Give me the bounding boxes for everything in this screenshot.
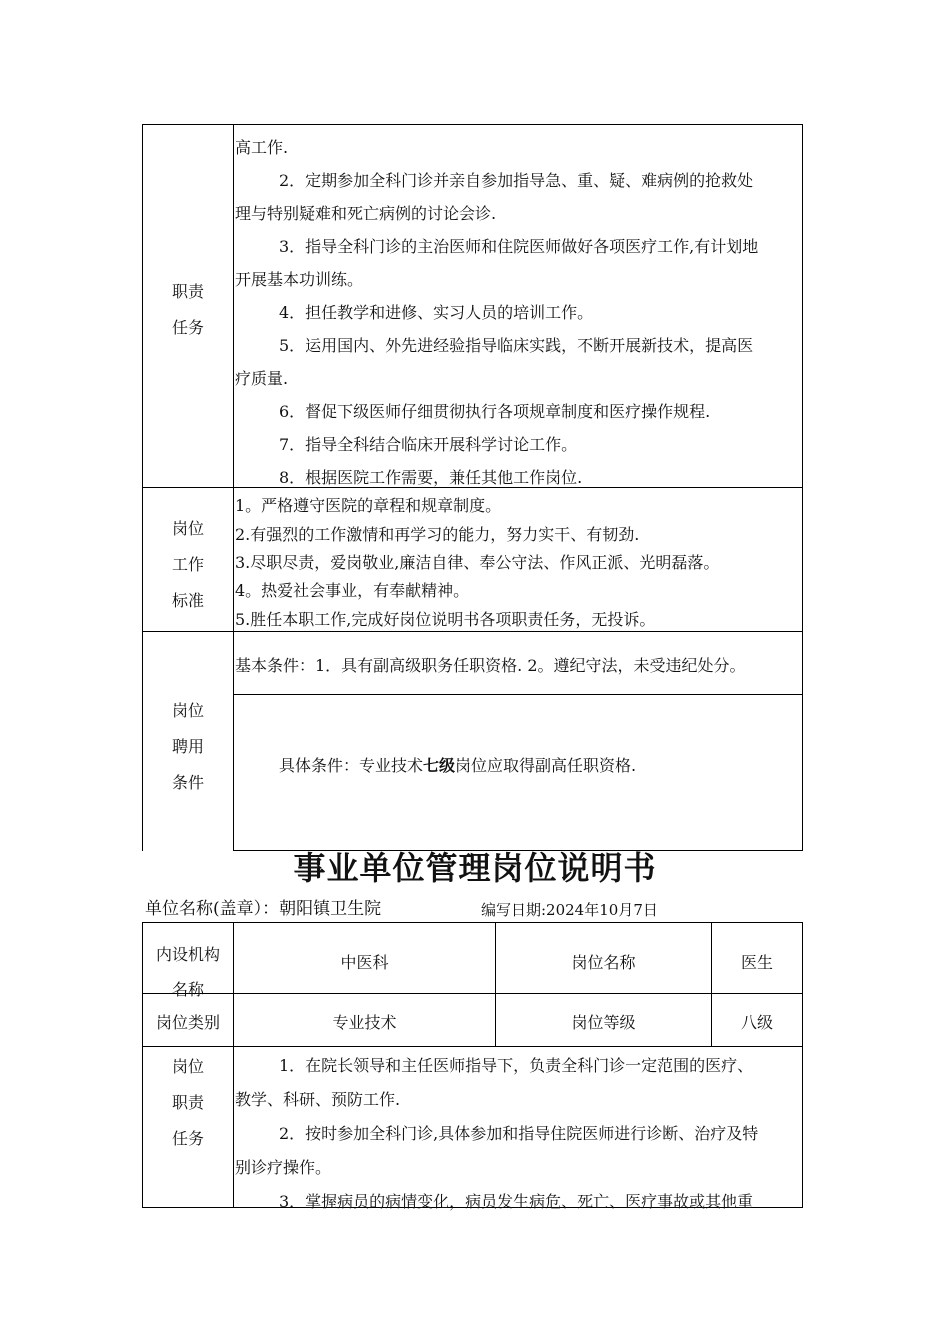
basic-condition: 基本条件：1．具有副高级职务任职资格. 2。遵纪守法，未受违纪处分。 [235,656,746,675]
row-divider [142,1046,803,1047]
work-standard-label: 岗位 工作 标准 [171,519,204,610]
table-border-top [142,124,803,125]
post-category-value: 专业技术 [332,1013,397,1032]
duty-line: 4．担任教学和进修、实习人员的培训工作。 [279,303,594,322]
standard-line: 1。严格遵守医院的章程和规章制度。 [235,496,502,515]
specific-condition: 具体条件：专业技术七级岗位应取得副高任职资格. [279,756,637,775]
duty-line: 开展基本功训练。 [235,270,364,289]
duty-line: 高工作. [235,138,289,157]
duty-line: 疗质量. [235,369,289,388]
table-border-right [802,922,803,1208]
row-divider [233,694,803,695]
post-duties-label: 岗位 职责 任务 [171,1057,204,1148]
org-label: 内设机构 名称 [155,945,220,999]
duty-line: 3．掌握病员的病情变化，病员发生病危、死亡、医疗事故或其他重 [279,1192,754,1211]
duty-line: 8．根据医院工作需要，兼任其他工作岗位. [279,468,583,487]
page-title: 事业单位管理岗位说明书 [293,849,657,887]
post-grade-label: 岗位等级 [571,1013,636,1032]
compile-date: 编写日期:2024年10月7日 [481,901,658,919]
duty-line: 5．运用国内、外先进经验指导临床实践，不断开展新技术，提高医 [279,336,754,355]
duty-line: 1．在院长领导和主任医师指导下，负责全科门诊一定范围的医疗、 [279,1056,754,1075]
post-category-label: 岗位类别 [155,1013,220,1032]
post-name-value: 医生 [740,953,773,972]
standard-line: 3.尽职尽责，爱岗敬业,廉洁自律、奉公守法、作风正派、光明磊落。 [235,553,720,572]
duty-line: 理与特别疑难和死亡病例的讨论会诊. [235,204,497,223]
post-name-label: 岗位名称 [571,953,636,972]
duty-line: 2．定期参加全科门诊并亲自参加指导急、重、疑、难病例的抢救处 [279,171,754,190]
standard-line: 4。热爱社会事业，有奉献精神。 [235,581,470,600]
duty-line: 6．督促下级医师仔细贯彻执行各项规章制度和医疗操作规程. [279,402,711,421]
row-divider [142,993,803,994]
standard-line: 5.胜任本职工作,完成好岗位说明书各项职责任务，无投诉。 [235,610,656,629]
hire-conditions-label: 岗位 聘用 条件 [171,701,204,792]
table-border-top [142,922,803,923]
duty-line: 7．指导全科结合临床开展科学讨论工作。 [279,435,578,454]
standard-line: 2.有强烈的工作激情和再学习的能力，努力实干、有韧劲. [235,525,640,544]
row-divider [142,631,803,632]
duty-line: 教学、科研、预防工作. [235,1090,401,1109]
duties-label: 职责 任务 [171,282,204,337]
duty-line: 3．指导全科门诊的主治医师和住院医师做好各项医疗工作,有计划地 [279,237,759,256]
post-grade-value: 八级 [740,1013,773,1032]
duty-line: 别诊疗操作。 [235,1158,332,1177]
unit-name: 单位名称(盖章）：朝阳镇卫生院 [145,899,382,919]
duty-line: 2．按时参加全科门诊,具体参加和指导住院医师进行诊断、治疗及特 [279,1124,759,1143]
org-value: 中医科 [340,953,389,972]
